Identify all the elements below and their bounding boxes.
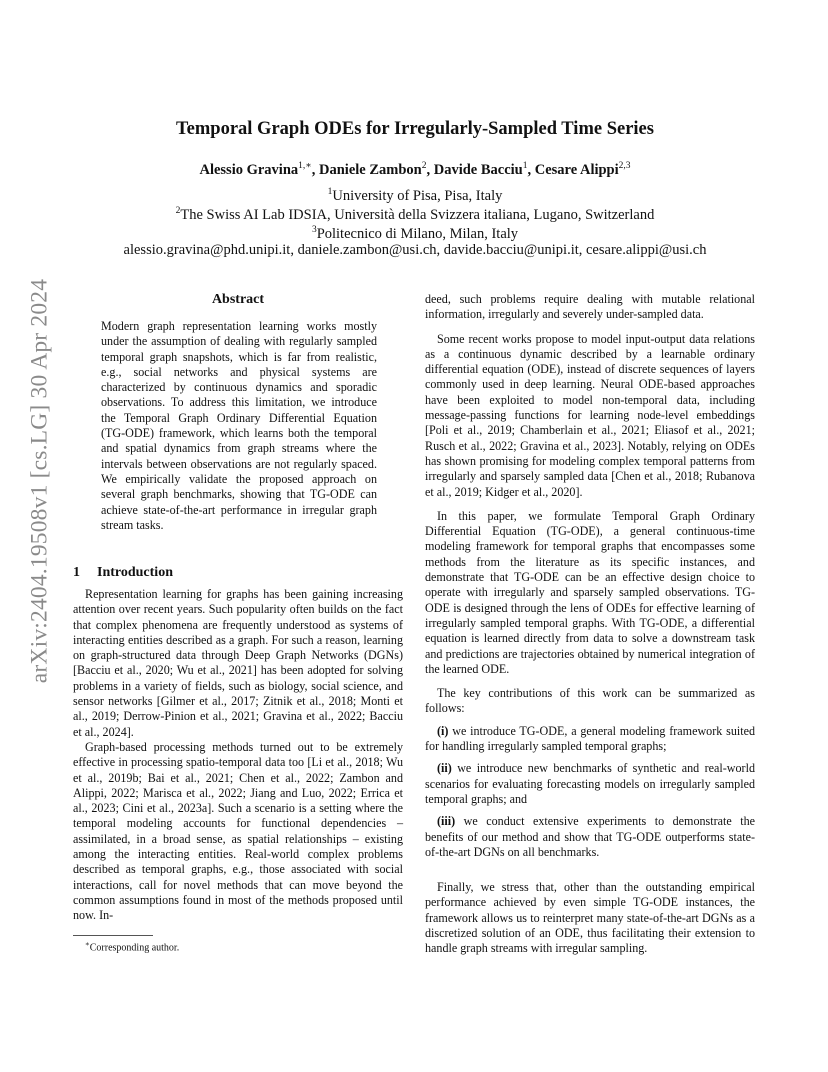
arxiv-stamp-text: arXiv:2404.19508v1 [cs.LG] 30 Apr 2024 <box>26 278 53 684</box>
author-sup: 2,3 <box>618 161 631 171</box>
affiliation-text: University of Pisa, Pisa, Italy <box>332 187 503 204</box>
paragraph: Some recent works propose to model input-output data relations as a continuous dynamic described by a learnable ordinary differential equation (ODE), instead of discrete sequences of layers commonly used in deep learning. Neural ODE-based approaches have been exploited to model non-temporal data, including message-passing functions for learning node-level embeddings [Poli et al., 2019; Chamberlain et al., 2021; Eliasof et al., 2021; Rusch et al., 2022; Gravina et al., 2023]. Notably, relying on ODEs has shown promising for modeling complex temporal patterns from irregularly and sparsely sampled data [Chen et al., 2018; Rubanova et al., 2019; Kidger et al., 2020]. <box>425 331 755 499</box>
abstract-heading: Abstract <box>211 292 265 307</box>
author: Daniele Zambon <box>319 161 422 178</box>
paragraph: In this paper, we formulate Temporal Graph Ordinary Differential Equation (TG-ODE), a general continuous-time modeling framework for temporal graphs that encompasses some methods from the literature as its specific instances, and demonstrate that TG-ODE can be an effective design choice to operate with irregularly and sparsely sampled observations. TG-ODE is designed through the lens of ODEs for effective learning of irregularly sampled temporal graphs. With TG-ODE, a differential equation is learned directly from data to solve a downstream task and predictions are trajectories obtained by numerical integration of the learned ODE. <box>425 508 755 676</box>
author-emails: alessio.gravina@phd.unipi.it, daniele.zambon@usi.ch, davide.bacciu@unipi.it, cesare.alippi@usi.ch <box>123 242 707 258</box>
contribution-marker: (i) <box>437 723 449 738</box>
footnote-mark: ∗ <box>85 940 90 948</box>
affiliation-sup: 2 <box>175 206 181 216</box>
author-sup: 1 <box>522 161 528 171</box>
affiliation-text: The Swiss AI Lab IDSIA, Università della Svizzera italiana, Lugano, Switzerland <box>180 206 655 223</box>
author: Davide Bacciu <box>433 161 523 178</box>
contribution-item <box>425 724 755 755</box>
footnote-text: Corresponding author. <box>89 942 180 954</box>
contribution-marker: (iii) <box>437 814 456 829</box>
left-column-body <box>73 587 403 924</box>
author: Alessio Gravina <box>199 161 299 178</box>
paragraph: Finally, we stress that, other than the outstanding empirical performance achieved by even simple TG-ODE instances, the framework allows us to reinterpret many state-of-the-art DGNs as a discretized solution of an ODE, thus facilitating their extension to handle graph streams with irregular sampling. <box>425 880 755 956</box>
affiliation-text: Politecnico di Milano, Milan, Italy <box>316 225 519 242</box>
paper-title: Temporal Graph ODEs for Irregularly-Sampled Time Series <box>176 119 654 139</box>
footnote <box>85 940 179 953</box>
affiliation-sup: 3 <box>311 225 317 235</box>
section-title: Introduction <box>97 565 173 580</box>
affiliation-sup: 1 <box>327 187 333 197</box>
contribution-text: we introduce new benchmarks of synthetic and real-world scenarios for evaluating forecasting models on irregularly sampled temporal graphs; and <box>425 761 755 806</box>
author-list: Alessio Gravina$^{1,∗}$, Daniele Zambon$^2$, Davide Bacciu$^1$, Cesare Alippi$^{2,3}$ <box>199 161 631 178</box>
author-sup: 2 <box>421 161 427 171</box>
author-sup: 1,∗ <box>298 161 312 171</box>
paragraph: Graph-based processing methods turned out to be extremely effective in processing spatio-temporal data too [Li et al., 2018; Wu et al., 2019b; Bai et al., 2021; Chen et al., 2022; Zambon and Alippi, 2022; Marisca et al., 2022; Jiang and Luo, 2022; Errica et al., 2023; Cini et al., 2023a]. Such a scenario is a setting where the temporal modeling accounts for functional dependencies – assimilated, in a broad sense, as spatial relationships – existing among the interacting entities. Real-world complex problems described as temporal graphs, e.g., those associated with social interactions, call for novel methods that can move beyond the common assumptions found in most of the methods proposed until now. In- <box>73 739 403 923</box>
abstract-text: Modern graph representation learning works mostly under the assumption of dealing with regularly sampled temporal graph snapshots, which is far from realistic, e.g., social networks and physical systems are characterized by continuous dynamics and sporadic observations. To address this limitation, we introduce the Temporal Graph Ordinary Differential Equation (TG-ODE) framework, which learns both the temporal and spatial dynamics from graph streams where the intervals between observations are not regularly spaced. We empirically validate the proposed approach on several graph benchmarks, showing that TG-ODE can achieve state-of-the-art performance in irregular graph stream tasks. <box>101 319 377 532</box>
contribution-text: we introduce TG-ODE, a general modeling framework suited for handling irregularly sampled temporal graphs; <box>425 723 755 754</box>
arxiv-side-stamp <box>20 278 60 684</box>
footnote-rule <box>73 935 153 936</box>
contribution-text: we conduct extensive experiments to demonstrate the benefits of our method and show that TG-ODE outperforms state-of-the-art DGNs on all benchmarks. <box>425 814 755 859</box>
paragraph: Representation learning for graphs has been gaining increasing attention over recent years. Such popularity often builds on the fact that complex phenomena are frequently understood as systems of interacting entities described as a graph. For such a reason, learning on graph-structured data through Deep Graph Networks (DGNs) [Bacciu et al., 2020; Wu et al., 2021] has been adopted for solving problems in a variety of fields, such as biology, social science, and sensor networks [Gilmer et al., 2017; Zitnik et al., 2018; Monti et al., 2019; Derrow-Pinion et al., 2021; Gravina et al., 2022; Bacciu et al., 2024]. <box>73 587 403 739</box>
right-column-body <box>425 292 755 957</box>
section-heading <box>73 565 173 581</box>
section-number: 1 <box>73 565 80 580</box>
contribution-item <box>425 814 755 860</box>
paragraph: The key contributions of this work can be summarized as follows: <box>425 686 755 716</box>
author: Cesare Alippi <box>534 161 619 178</box>
contribution-marker: (ii) <box>437 761 452 776</box>
contribution-item <box>425 761 755 807</box>
paragraph: deed, such problems require dealing with mutable relational information, irregularly and severely under-sampled data. <box>425 292 755 322</box>
